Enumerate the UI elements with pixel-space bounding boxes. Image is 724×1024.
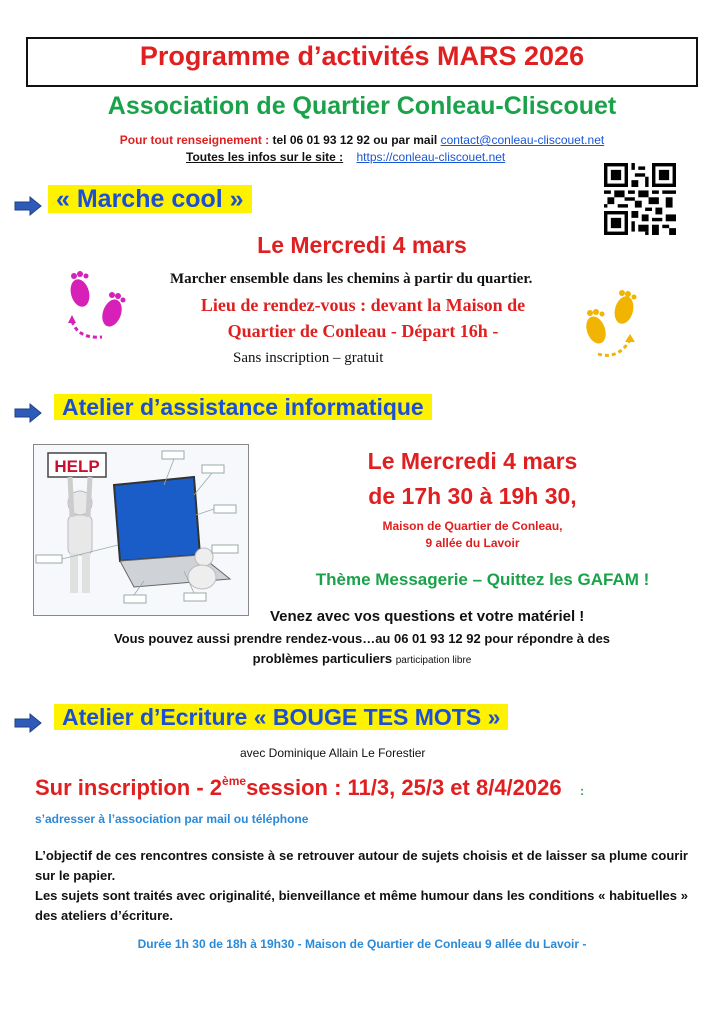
marche-note: Sans inscription – gratuit: [233, 350, 384, 366]
help-illustration: [33, 444, 249, 616]
informatique-place: [250, 518, 695, 552]
qr-code-icon: [604, 163, 676, 235]
ecriture-duration: Durée 1h 30 de 18h à 19h30 - Maison de Quartier de Conleau 9 allée du Lavoir -: [137, 937, 587, 951]
rdv-small: participation libre: [395, 655, 472, 666]
page-title: Programme d’activités MARS 2026: [139, 41, 585, 71]
contact-line: [0, 133, 724, 147]
footprints-icon: [62, 271, 132, 347]
section-ecriture-title: Atelier d’Ecriture « BOUGE TES MOTS »: [54, 704, 508, 731]
help-sign-text: HELP: [54, 457, 100, 476]
association-name: Association de Quartier Conleau-Cliscouet: [107, 92, 617, 120]
insc-colon: :: [579, 784, 584, 798]
rdv-line-1: Lieu de rendez-vous : devant la Maison de: [200, 295, 526, 315]
informatique-rdv: [0, 629, 724, 671]
place-line-1: Maison de Quartier de Conleau,: [382, 519, 563, 533]
informatique-venez: Venez avec vos questions et votre matériel !: [270, 608, 585, 625]
contact-label: Pour tout renseignement :: [119, 133, 270, 147]
site-link[interactable]: https://conleau-cliscouet.net: [356, 150, 506, 164]
objective-paragraph-2: Les sujets sont traités avec originalité, bienveillance et même humour dans les conditions « habituelles » des ateliers d’écriture.: [35, 888, 688, 923]
arrow-right-icon: [13, 402, 43, 424]
ecriture-objective: [35, 846, 688, 926]
marche-date: Le Mercredi 4 mars: [257, 232, 467, 258]
footprints-icon: [578, 290, 644, 366]
marche-description: Marcher ensemble dans les chemins à partir du quartier.: [170, 271, 533, 287]
section-informatique-title: Atelier d’assistance informatique: [54, 394, 432, 421]
arrow-right-icon: [13, 712, 43, 734]
informatique-date: Le Mercredi 4 mars: [367, 448, 578, 474]
marche-rendezvous: [158, 292, 568, 344]
insc-prefix: Sur inscription - 2: [35, 775, 223, 800]
rdv-line-2: Quartier de Conleau - Départ 16h -: [227, 321, 499, 341]
arrow-right-icon: [13, 195, 43, 217]
section-marche-title: « Marche cool »: [48, 185, 252, 214]
help-laptop-icon: [34, 445, 248, 615]
site-label: Toutes les infos sur le site :: [186, 150, 344, 164]
objective-paragraph-1: L’objectif de ces rencontres consiste à se retrouver autour de sujets choisis et de laisser sa plume courir sur le papier.: [35, 848, 688, 883]
insc-sup: ème: [222, 774, 247, 788]
ecriture-inscription: [35, 774, 584, 801]
contact-text: tel 06 01 93 12 92 ou par mail: [272, 133, 438, 147]
email-link[interactable]: contact@conleau-cliscouet.net: [440, 133, 605, 147]
rdv-text-2: problèmes particuliers: [252, 651, 393, 666]
insc-dates: session : 11/3, 25/3 et 8/4/2026: [246, 775, 562, 800]
informatique-schedule: [250, 444, 695, 514]
site-line: [186, 150, 505, 164]
informatique-theme: Thème Messagerie – Quittez les GAFAM !: [315, 570, 650, 589]
informatique-hours: de 17h 30 à 19h 30,: [368, 483, 577, 509]
ecriture-contact: s’adresser à l’association par mail ou téléphone: [35, 812, 309, 826]
rdv-text-1: Vous pouvez aussi prendre rendez-vous…au 06 01 93 12 92 pour répondre à des: [113, 631, 611, 646]
ecriture-animator: avec Dominique Allain Le Forestier: [240, 746, 426, 760]
place-line-2: 9 allée du Lavoir: [425, 536, 520, 550]
